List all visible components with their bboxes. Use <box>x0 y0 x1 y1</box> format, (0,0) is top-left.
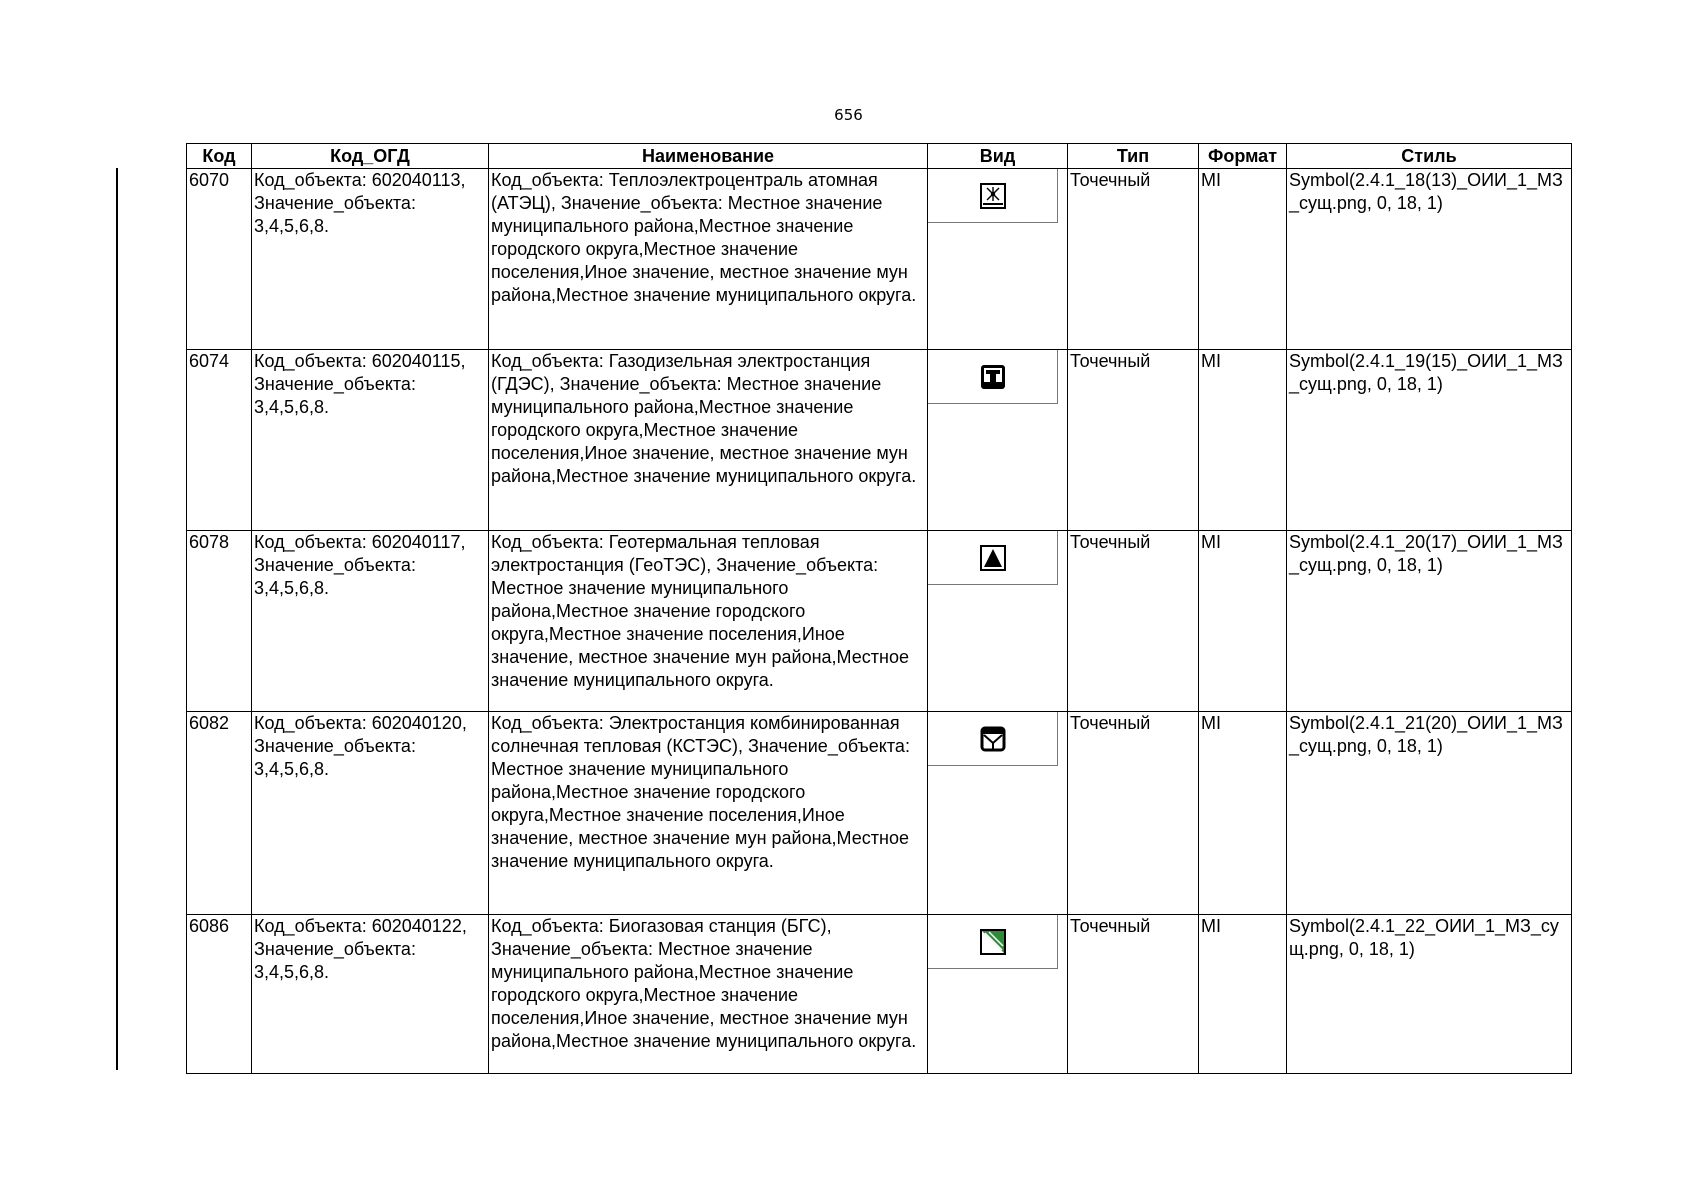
cell-name: Код_объекта: Биогазовая станция (БГС), Значение_объекта: Местное значение муниципального района,Местное значение городского округа,Местное значение поселения,Иное значение, местное значение мун района,Местное значение муниципального округа. <box>489 915 928 1074</box>
cell-view <box>928 915 1068 1074</box>
cell-kod-ogd: Код_объекта: 602040122, Значение_объекта: 3,4,5,6,8. <box>252 915 489 1074</box>
cell-kod: 6078 <box>187 531 252 712</box>
cell-kod: 6086 <box>187 915 252 1074</box>
table-row <box>187 531 1572 712</box>
cell-name: Код_объекта: Электростанция комбинированная солнечная тепловая (КСТЭС), Значение_объекта: Местное значение муниципального района,Местное значение городского округа,Местное значение поселения,Иное значение, местное значение мун района,Местное значение муниципального округа. <box>489 712 928 915</box>
cell-name: Код_объекта: Геотермальная тепловая электростанция (ГеоТЭС), Значение_объекта: Местное значение муниципального района,Местное значение городского округа,Местное значение поселения,Иное значение, местное значение мун района,Местное значение муниципального округа. <box>489 531 928 712</box>
cell-type: Точечный <box>1068 712 1199 915</box>
cell-format: MI <box>1199 531 1287 712</box>
cell-view <box>928 531 1068 712</box>
cell-name: Код_объекта: Теплоэлектроцентраль атомная (АТЭЦ), Значение_объекта: Местное значение муниципального района,Местное значение городского округа,Местное значение поселения,Иное значение, местное значение мун района,Местное значение муниципального округа. <box>489 169 928 350</box>
cell-type: Точечный <box>1068 350 1199 531</box>
cell-kod: 6074 <box>187 350 252 531</box>
kstes-symbol-icon <box>980 726 1006 752</box>
table-row <box>187 915 1572 1074</box>
header-format: Формат <box>1199 144 1287 169</box>
header-type: Тип <box>1068 144 1199 169</box>
table-row <box>187 350 1572 531</box>
cell-kod-ogd: Код_объекта: 602040113, Значение_объекта: 3,4,5,6,8. <box>252 169 489 350</box>
cell-kod: 6070 <box>187 169 252 350</box>
cell-kod-ogd: Код_объекта: 602040115, Значение_объекта: 3,4,5,6,8. <box>252 350 489 531</box>
geotes-symbol-icon <box>980 545 1006 571</box>
cell-view <box>928 712 1068 915</box>
header-kod: Код <box>187 144 252 169</box>
cell-view <box>928 350 1068 531</box>
table-row <box>187 712 1572 915</box>
cell-style: Symbol(2.4.1_21(20)_ОИИ_1_МЗ_сущ.png, 0, 18, 1) <box>1287 712 1572 915</box>
symbol-registry-table <box>186 143 1572 1074</box>
cell-kod: 6082 <box>187 712 252 915</box>
cell-type: Точечный <box>1068 531 1199 712</box>
cell-style: Symbol(2.4.1_22_ОИИ_1_МЗ_сущ.png, 0, 18, 1) <box>1287 915 1572 1074</box>
bgs-symbol-icon <box>980 929 1006 955</box>
header-style: Стиль <box>1287 144 1572 169</box>
cell-type: Точечный <box>1068 915 1199 1074</box>
cell-type: Точечный <box>1068 169 1199 350</box>
cell-format: MI <box>1199 169 1287 350</box>
cell-kod-ogd: Код_объекта: 602040117, Значение_объекта: 3,4,5,6,8. <box>252 531 489 712</box>
header-row <box>187 144 1572 169</box>
cell-style: Symbol(2.4.1_18(13)_ОИИ_1_МЗ_сущ.png, 0, 18, 1) <box>1287 169 1572 350</box>
cell-format: MI <box>1199 915 1287 1074</box>
table-row <box>187 169 1572 350</box>
cell-format: MI <box>1199 712 1287 915</box>
cell-format: MI <box>1199 350 1287 531</box>
header-kod-ogd: Код_ОГД <box>252 144 489 169</box>
cell-name: Код_объекта: Газодизельная электростанция (ГДЭС), Значение_объекта: Местное значение муниципального района,Местное значение городского округа,Местное значение поселения,Иное значение, местное значение мун района,Местное значение муниципального округа. <box>489 350 928 531</box>
cell-style: Symbol(2.4.1_20(17)_ОИИ_1_МЗ_сущ.png, 0, 18, 1) <box>1287 531 1572 712</box>
margin-line <box>116 168 118 1070</box>
cell-kod-ogd: Код_объекта: 602040120, Значение_объекта: 3,4,5,6,8. <box>252 712 489 915</box>
header-view: Вид <box>928 144 1068 169</box>
cell-view <box>928 169 1068 350</box>
atec-symbol-icon <box>980 183 1006 209</box>
header-name: Наименование <box>489 144 928 169</box>
cell-style: Symbol(2.4.1_19(15)_ОИИ_1_МЗ_сущ.png, 0, 18, 1) <box>1287 350 1572 531</box>
page-number: 656 <box>834 106 863 124</box>
gdes-symbol-icon <box>980 364 1006 390</box>
